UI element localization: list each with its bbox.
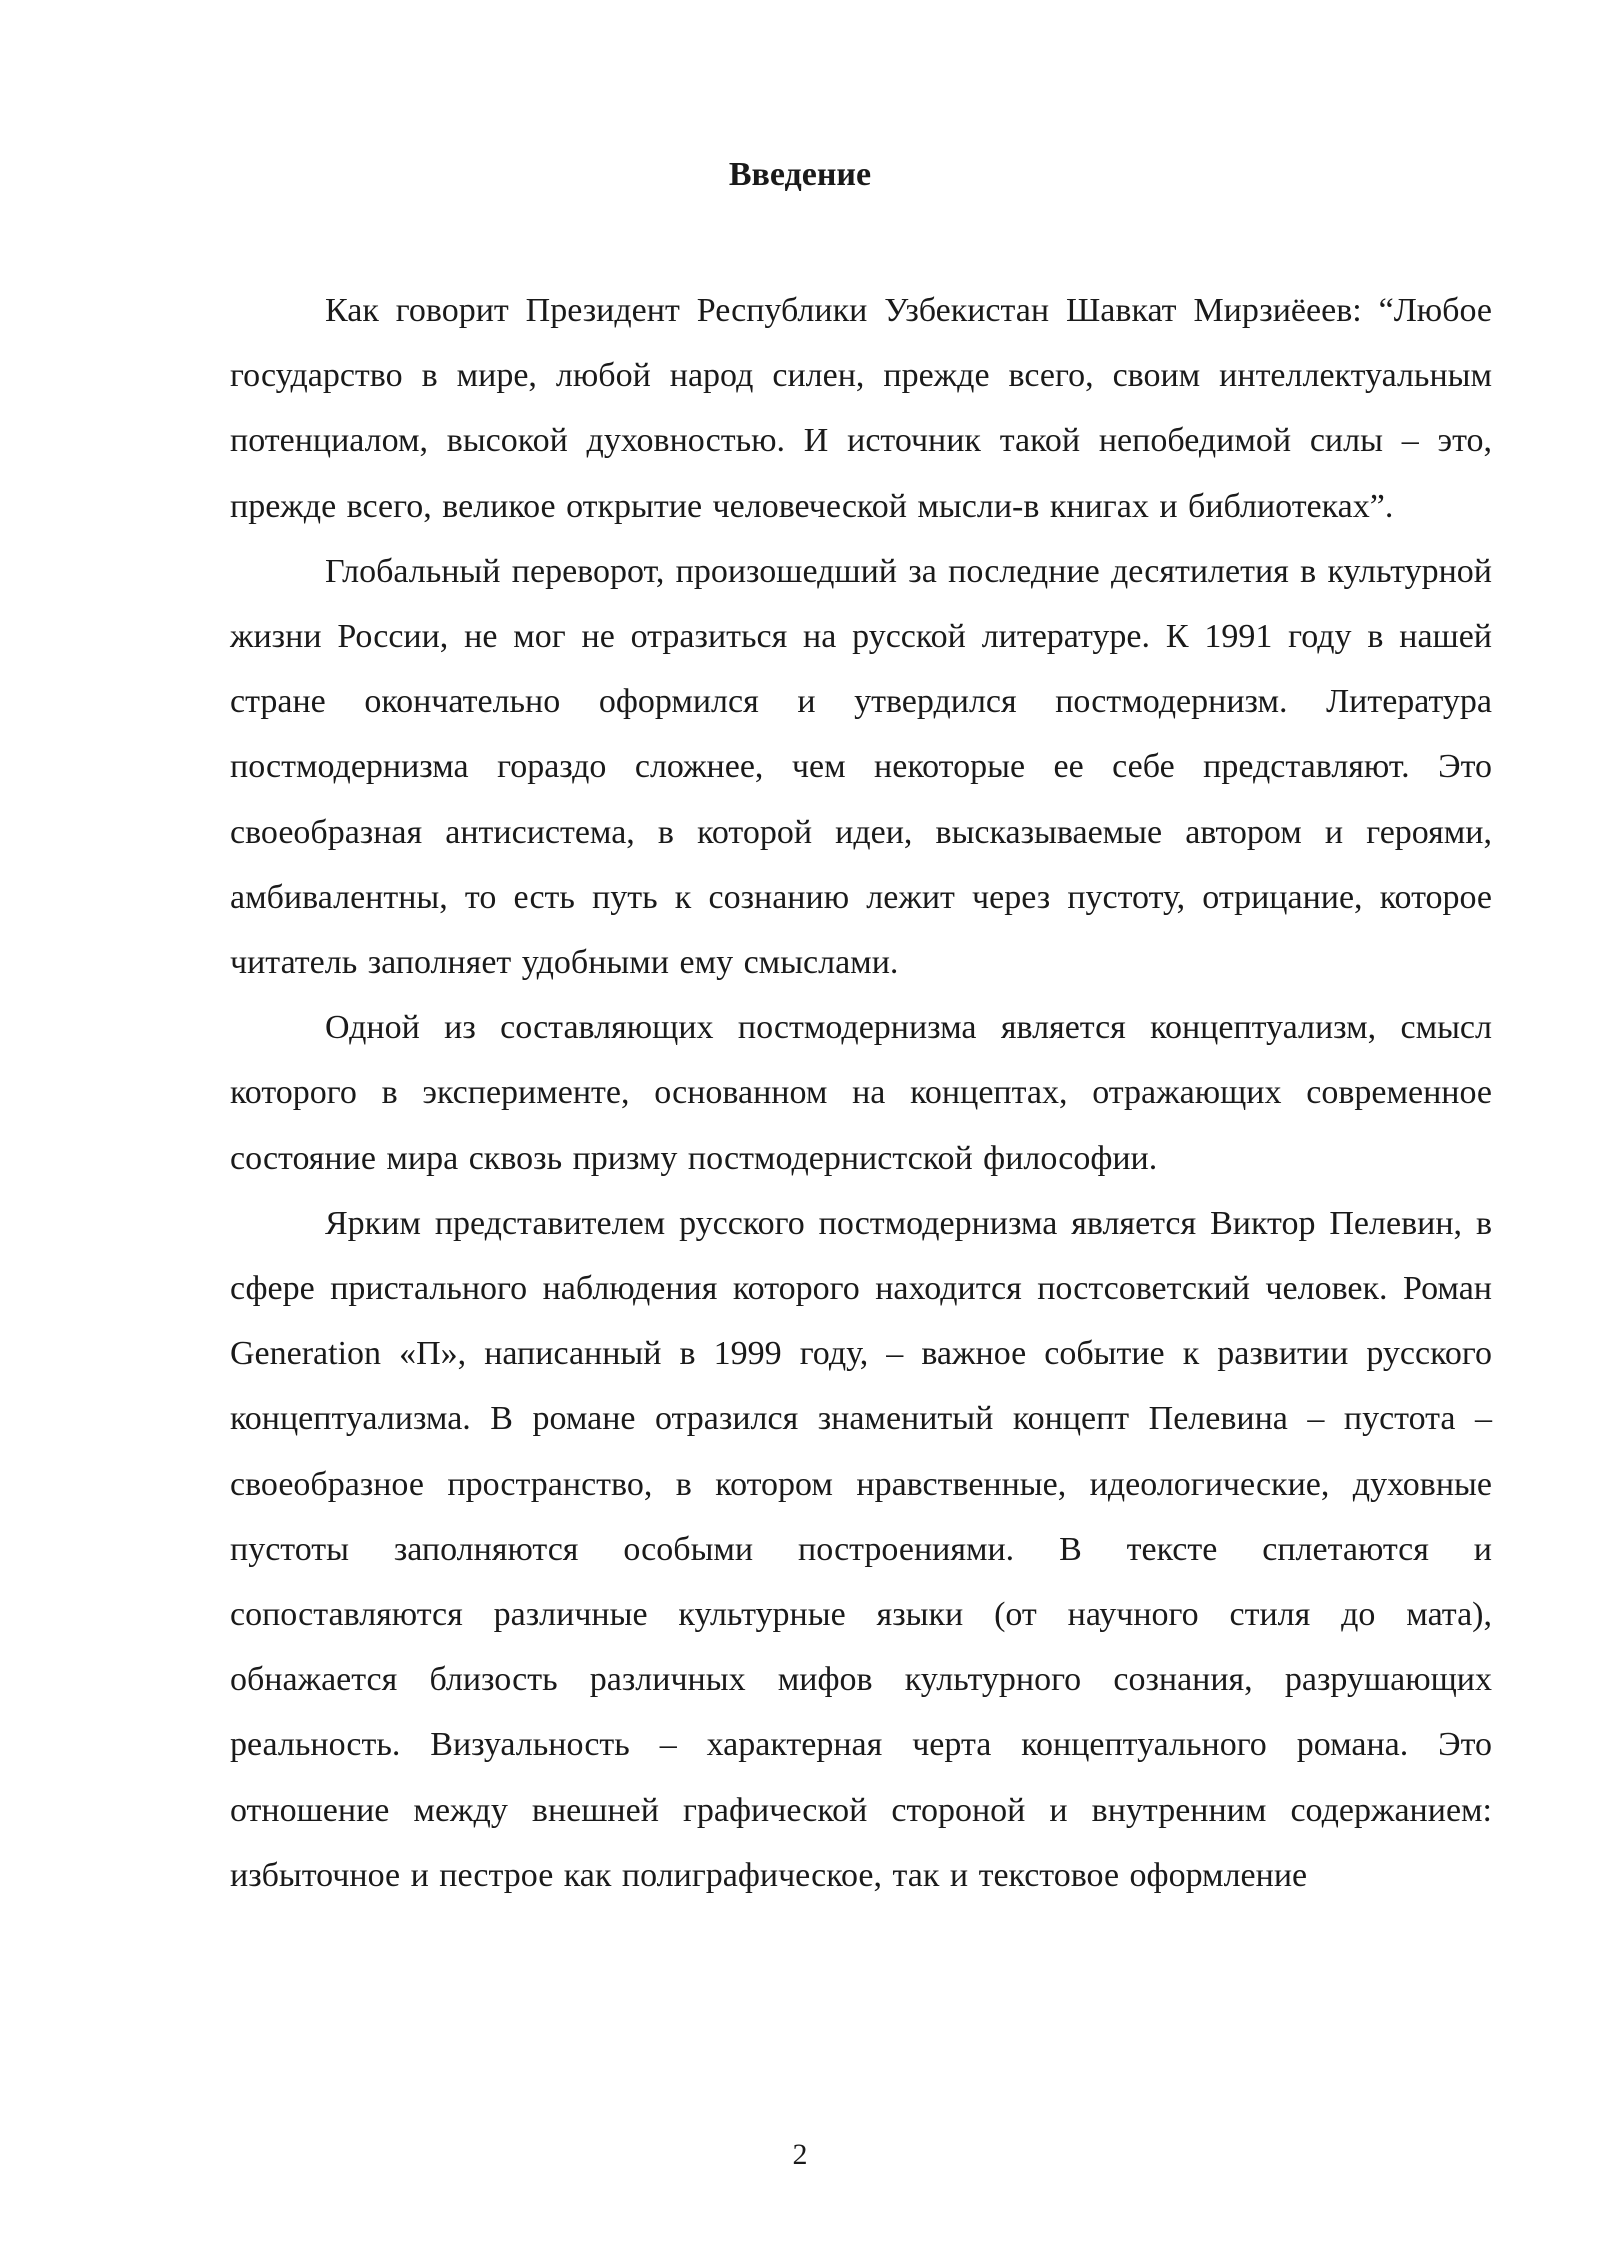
- document-body: [230, 278, 1492, 1908]
- paragraph-1: Как говорит Президент Республики Узбекистан Шавкат Мирзиёеев: “Любое государство в мире, любой народ силен, прежде всего, своим интеллектуальным потенциалом, высокой духовностью. И источник такой непобедимой силы – это, прежде всего, великое открытие человеческой мысли-в книгах и библиотеках”.: [230, 292, 1492, 525]
- page-number: 2: [792, 2138, 808, 2171]
- page-title: Введение: [728, 156, 872, 193]
- paragraph-4: Ярким представителем русского постмодернизма является Виктор Пелевин, в сфере пристального наблюдения которого находится постсоветский человек. Роман Generation «П», написанный в 1999 году, – важное событие к развитии русского концептуализма. В романе отразился знаменитый концепт Пелевина – пустота – своеобразное пространство, в котором нравственные, идеологические, духовные пустоты заполняются особыми построениями. В тексте сплетаются и сопоставляются различные культурные языки (от научного стиля до мата), обнажается близость различных мифов культурного сознания, разрушающих реальность. Визуальность – характерная черта концептуального романа. Это отношение между внешней графической стороной и внутренним содержанием: избыточное и пестрое как полиграфическое, так и текстовое оформление: [230, 1204, 1492, 1894]
- paragraph-2: Глобальный переворот, произошедший за последние десятилетия в культурной жизни России, не мог не отразиться на русской литературе. К 1991 году в нашей стране окончательно оформился и утвердился постмодернизм. Литература постмодернизма гораздо сложнее, чем некоторые ее себе представляют. Это своеобразная антисистема, в которой идеи, высказываемые автором и героями, амбивалентны, то есть путь к сознанию лежит через пустоту, отрицание, которое читатель заполняет удобными ему смыслами.: [230, 552, 1492, 982]
- paragraph-3: Одной из составляющих постмодернизма является концептуализм, смысл которого в эксперименте, основанном на концептах, отражающих современное состояние мира сквозь призму постмодернистской философии.: [230, 1009, 1492, 1177]
